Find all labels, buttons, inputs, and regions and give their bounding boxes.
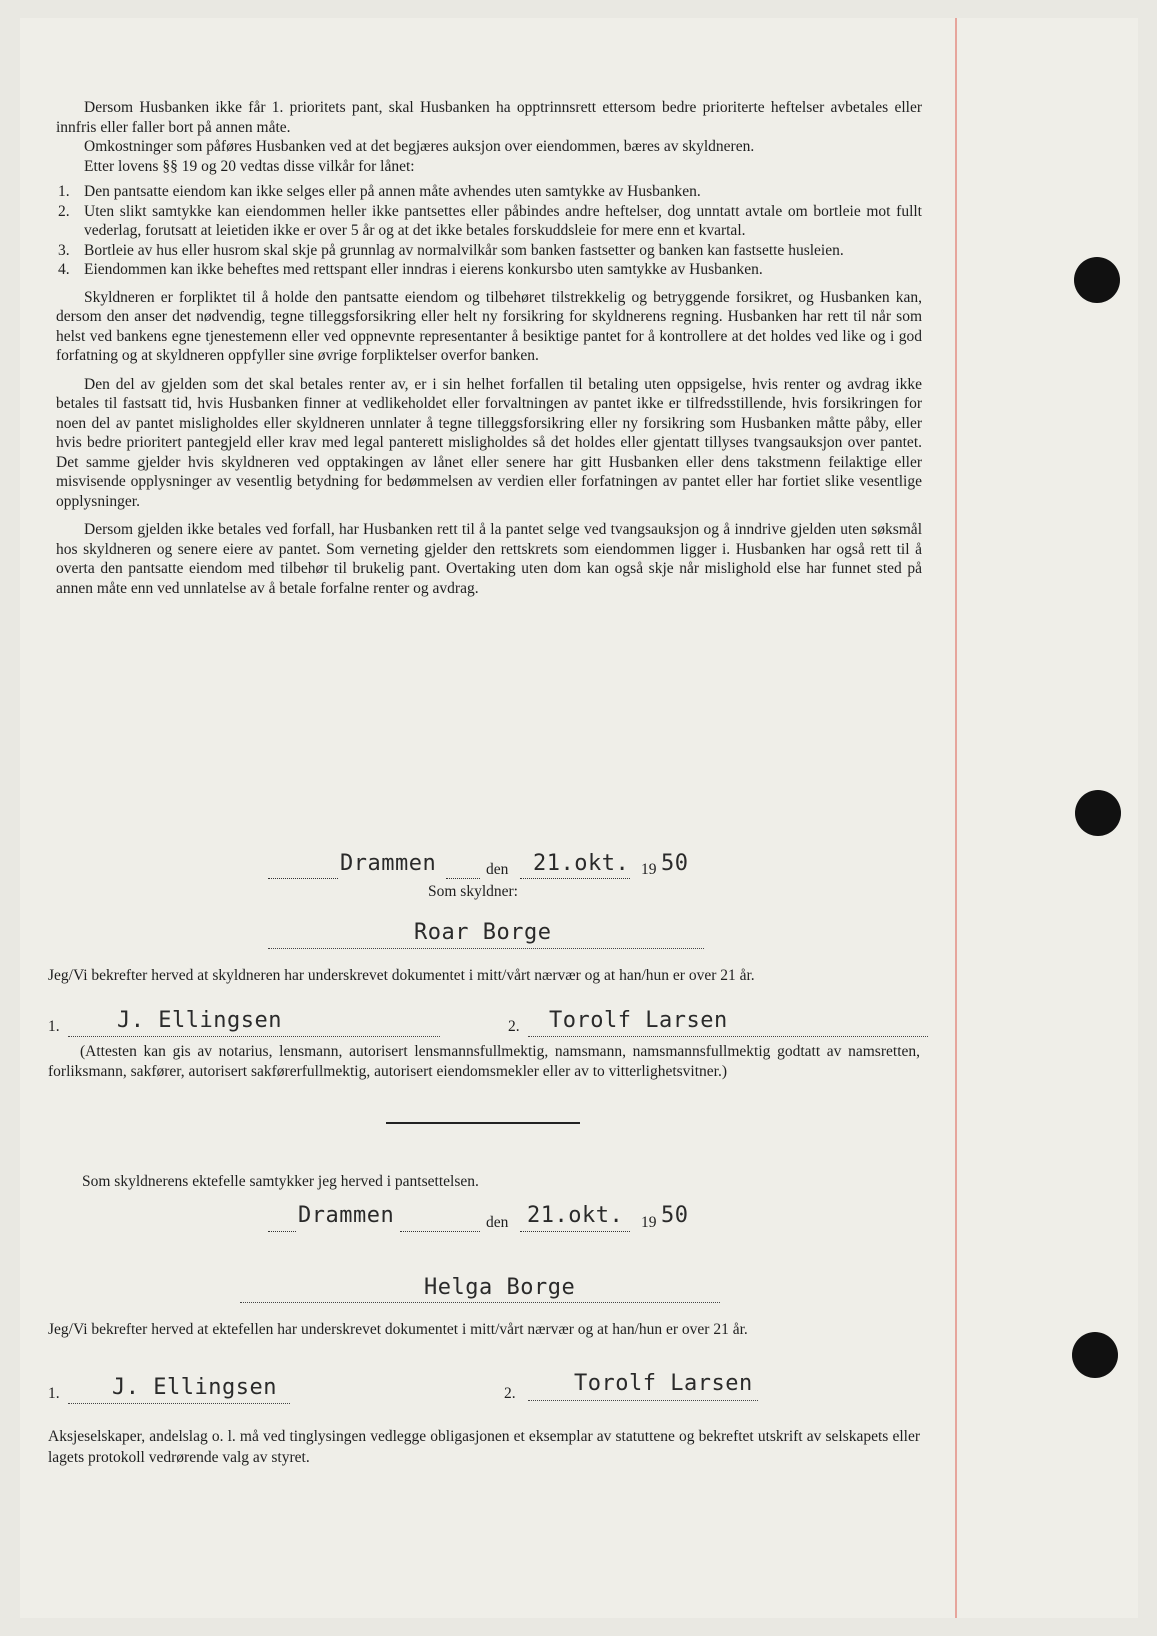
- witness-signature: J. Ellingsen: [112, 1375, 277, 1400]
- section-divider: [386, 1122, 580, 1124]
- den-label: den: [486, 1214, 509, 1231]
- year-prefix: 19: [641, 861, 657, 878]
- binder-hole: [1075, 790, 1121, 836]
- dotted-leader: [268, 878, 338, 879]
- spouse-signature: Helga Borge: [424, 1275, 576, 1300]
- den-label: den: [486, 861, 509, 878]
- place-handwritten: Drammen: [298, 1203, 395, 1228]
- witness-statement: Jeg/Vi bekrefter herved at skyldneren har underskrevet dokumentet i mitt/vårt nærvær og at han/hun er over 21 år.: [48, 967, 755, 984]
- year-handwritten: 50: [661, 851, 689, 876]
- intro-paragraph: Dersom Husbanken ikke får 1. prioritets pant, skal Husbanken ha opptrinnsrett ettersom bedre prioriterte heftelser avbetales eller innfris eller faller bort på annen måte.: [56, 99, 922, 136]
- date-handwritten: 21.okt.: [527, 1203, 624, 1228]
- witness-number: 2.: [508, 1018, 520, 1035]
- condition-item: 2. Uten slikt samtykke kan eiendommen heller ikke pantsettes eller påbindes andre heftelser, dog unntatt avtale om bortleie mot fullt vederlag, forutsatt at leietiden ikke er over 5 år og at det ikke betales forskuddsleie for mere enn et kvartal.: [58, 202, 922, 239]
- place-handwritten: Drammen: [340, 851, 437, 876]
- conditions-list: [56, 182, 922, 280]
- date-handwritten: 21.okt.: [533, 851, 630, 876]
- insurance-paragraph: Skyldneren er forpliktet til å holde den pantsatte eiendom og tilbehøret tilstrekkelig og betryggende forsikret, og Husbanken kan, dersom den anser det nødvendig, tegne tilleggsforsikring eller helt ny forsikring for skyldnerens regning. Husbanken har rett til når som helst ved bankens egne tjenestemenn eller ved oppnevnte representanter å besiktige pantet for å kontrollere at det holdes ved like og i god forfatning og at skyldneren oppfyller sine øvrige forpliktelser overfor banken.: [56, 288, 922, 364]
- enforcement-paragraph: Dersom gjelden ikke betales ved forfall, har Husbanken rett til å la pantet selge ved tvangsauksjon og å inndrive gjelden uten søksmål hos skyldneren og senere eiere av pantet. Som verneting gjelder den rettskrets som eiendommen ligger i. Husbanken har også rett til å overta den pantsatte eiendom med tilbehør til brukelig pant. Overtaking uten dom kan også skje når mislighold else har funnet sted på annen måte enn ved unnlatelse av å betale forfalne renter og avdrag.: [56, 521, 922, 597]
- spouse-consent: Som skyldnerens ektefelle samtykker jeg herved i pantsettelsen.: [82, 1173, 479, 1190]
- debtor-signature: Roar Borge: [414, 920, 552, 945]
- dotted-leader: [400, 1231, 480, 1232]
- dotted-leader: [520, 1231, 630, 1232]
- margin-rule: [955, 18, 957, 1618]
- dotted-leader: [446, 878, 480, 879]
- intro-paragraph: Etter lovens §§ 19 og 20 vedtas disse vilkår for lånet:: [84, 157, 415, 175]
- witness-number: 1.: [48, 1385, 60, 1402]
- witness-line: [68, 1036, 440, 1037]
- binder-hole: [1072, 1332, 1118, 1378]
- dotted-leader: [520, 878, 630, 879]
- intro-paragraph: Omkostninger som påføres Husbanken ved at det begjæres auksjon over eiendommen, bæres av skyldneren.: [84, 138, 755, 155]
- footer-note: Aksjeselskaper, andelslag o. l. må ved tinglysingen vedlegge obligasjonen et eksemplar av statuttene og bekreftet utskrift av selskapets eller lagets protokoll vedrørende valg av styret.: [48, 1428, 920, 1466]
- default-paragraph: Den del av gjelden som det skal betales renter av, er i sin helhet forfallen til betaling uten oppsigelse, hvis renter og avdrag ikke betales til fastsatt tid, hvis Husbanken finner at vedlikeholdet eller forvaltningen av pantet ikke er tilfredsstillende, hvis forsikringen for noen del av pantet misligholdes eller skyldneren unnlater å tegne tilleggsforsikring eller ny forsikring som Husbanken måtte påby, eller hvis bedre prioritert pantegjeld eller krav med legal panterett misligholdes så det holdes eller gjentatt tillyses tvangsauksjon over pantet. Det samme gjelder hvis skyldneren ved opptakingen av lånet eller senere har gitt Husbanken eller dens takstmenn feilaktige eller misvisende opplysninger av vesentlig betydning for bedømmelsen av verdien eller forfatningen av pantet eller har fortiet slike vesentlige opplysninger.: [56, 375, 922, 510]
- signature-line: [268, 948, 704, 949]
- witness-line: [68, 1403, 290, 1404]
- attestation-note: (Attesten kan gis av notarius, lensmann, autorisert lensmannsfullmektig, namsmann, namsmannsfullmektig godtatt av namsretten, forliksmann, sakfører, autorisert sakførerfullmektig, autorisert eiendomsmekler eller av to vitterlighetsvitner.): [48, 1043, 920, 1080]
- witness-signature: Torolf Larsen: [574, 1371, 753, 1396]
- witness-statement: Jeg/Vi bekrefter herved at ektefellen har underskrevet dokumentet i mitt/vårt nærvær og at han/hun er over 21 år.: [48, 1321, 748, 1338]
- condition-item: 3. Bortleie av hus eller husrom skal skje på grunnlag av normalvilkår som banken fastsetter og banken kan fastsette husleien.: [58, 241, 844, 259]
- witness-line: [528, 1400, 758, 1401]
- witness-signature: J. Ellingsen: [117, 1008, 282, 1033]
- dotted-leader: [268, 1231, 296, 1232]
- witness-line: [528, 1036, 928, 1037]
- condition-item: 1. Den pantsatte eiendom kan ikke selges eller på annen måte avhendes uten samtykke av Husbanken.: [58, 183, 701, 200]
- role-label: Som skyldner:: [428, 883, 518, 900]
- year-handwritten: 50: [661, 1203, 689, 1228]
- witness-number: 2.: [504, 1385, 516, 1402]
- binder-hole: [1074, 257, 1120, 303]
- terms-text: [56, 98, 922, 607]
- condition-item: 4. Eiendommen kan ikke beheftes med rettspant eller inndras i eierens konkursbo uten samtykke av Husbanken.: [58, 261, 763, 278]
- witness-number: 1.: [48, 1018, 60, 1035]
- year-prefix: 19: [641, 1214, 657, 1231]
- witness-signature: Torolf Larsen: [549, 1008, 728, 1033]
- signature-line: [240, 1302, 720, 1303]
